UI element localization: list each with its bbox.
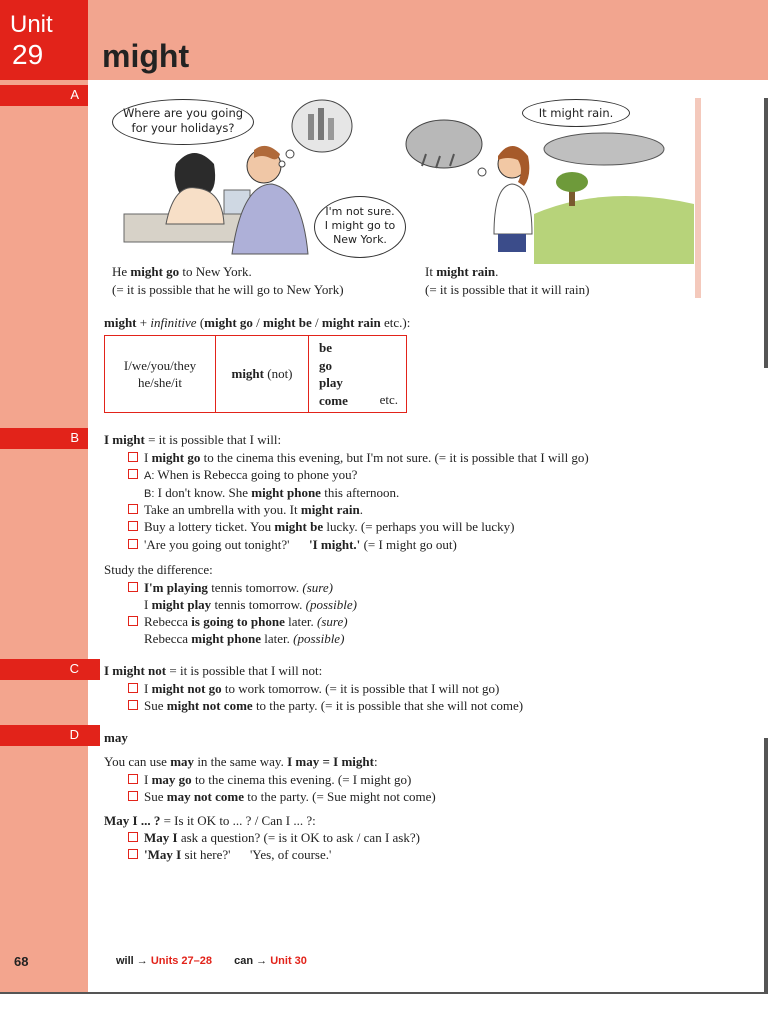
section-b-example-2b: B: I don't know. She might phone this afternoon. (144, 485, 400, 500)
difference-1: I'm playing tennis tomorrow. (sure) (128, 579, 333, 597)
page-title: might (102, 38, 190, 74)
section-d-example-2: Sue may not come to the party. (= Sue might not come) (128, 788, 436, 806)
thought-cloud-rain (406, 120, 482, 168)
girl-body (494, 184, 532, 234)
header-band (88, 0, 768, 80)
unit-number: 29 (12, 39, 44, 70)
section-tab-d: D (0, 725, 88, 746)
woman-body (166, 188, 224, 224)
caption-left: He might go to New York. (112, 264, 252, 279)
formula-line: might + infinitive (might go / might be / might rain etc.): (104, 315, 411, 330)
caption-right: It might rain. (425, 264, 499, 279)
table-subjects: I/we/you/they he/she/it (105, 336, 216, 413)
study-difference-heading: Study the difference: (104, 562, 213, 577)
table-verb: might (not) (216, 336, 309, 413)
park-grass (534, 196, 694, 264)
speech-bubble-answer: I'm not sure. I might go to New York. (314, 196, 406, 258)
section-c-example-2: Sue might not come to the party. (= it is possible that she will not come) (128, 697, 523, 715)
section-tab-a: A (0, 85, 88, 106)
section-b-example-1: I might go to the cinema this evening, but I'm not sure. (= it is possible that I will go) (128, 449, 589, 467)
bottom-rule (0, 992, 768, 994)
difference-3: Rebecca is going to phone later. (sure) (128, 613, 348, 631)
tree (556, 172, 588, 192)
speech-bubble-question: Where are you going for your holidays? (112, 99, 254, 145)
footer-ref-will: will (116, 955, 134, 967)
unit-badge (0, 0, 88, 80)
section-c-definition: I might not = it is possible that I will not: (104, 663, 323, 678)
footer-link-units-27-28[interactable]: Units 27–28 (150, 955, 213, 967)
page-number: 68 (14, 954, 29, 969)
section-tab-b: B (0, 428, 88, 449)
section-c-example-1: I might not go to work tomorrow. (= it is possible that I will not go) (128, 680, 499, 698)
speech-bubble-rain: It might rain. (522, 99, 630, 127)
section-b-example-2a: A: When is Rebecca going to phone you? (128, 466, 357, 485)
sky-cloud (544, 133, 664, 165)
difference-2: I might play tennis tomorrow. (possible) (144, 597, 357, 612)
footer-ref-can: can (234, 955, 254, 967)
section-d-intro: You can use may in the same way. I may = I might: (104, 754, 378, 769)
footer-cross-references: will → Units 27–28 can → Unit 30 (116, 955, 307, 967)
section-d-question-intro: May I ... ? = Is it OK to ... ? / Can I ... ?: (104, 813, 316, 828)
section-tab-c-ext (88, 659, 100, 680)
caption-left-gloss: (= it is possible that he will go to New York) (112, 282, 344, 297)
section-tab-c: C (0, 659, 88, 680)
section-b-definition: I might = it is possible that I will: (104, 432, 282, 447)
section-b-example-5: 'Are you going out tonight?' 'I might.' (= I might go out) (128, 536, 457, 554)
left-margin-band (0, 0, 88, 992)
section-b-example-4: Buy a lottery ticket. You might be lucky. (= perhaps you will be lucky) (128, 518, 514, 536)
section-d-example-4: 'May I sit here?' 'Yes, of course.' (128, 846, 331, 864)
difference-4: Rebecca might phone later. (possible) (144, 631, 345, 646)
section-tab-d-ext (88, 725, 100, 746)
scan-edge-top (764, 98, 768, 368)
grammar-table (104, 335, 407, 413)
section-d-example-3: May I ask a question? (= is it OK to ask / can I ask?) (128, 829, 420, 847)
section-b-example-3: Take an umbrella with you. It might rain. (128, 501, 363, 519)
unit-label: Unit (10, 11, 53, 38)
girl-jeans (498, 234, 526, 252)
section-d-title: may (104, 730, 128, 745)
caption-right-gloss: (= it is possible that it will rain) (425, 282, 590, 297)
section-d-example-1: I may go to the cinema this evening. (= I might go) (128, 771, 411, 789)
table-infinitives: be go play come etc. (309, 336, 407, 413)
scan-edge-bottom (764, 738, 768, 993)
footer-link-unit-30[interactable]: Unit 30 (270, 955, 307, 967)
